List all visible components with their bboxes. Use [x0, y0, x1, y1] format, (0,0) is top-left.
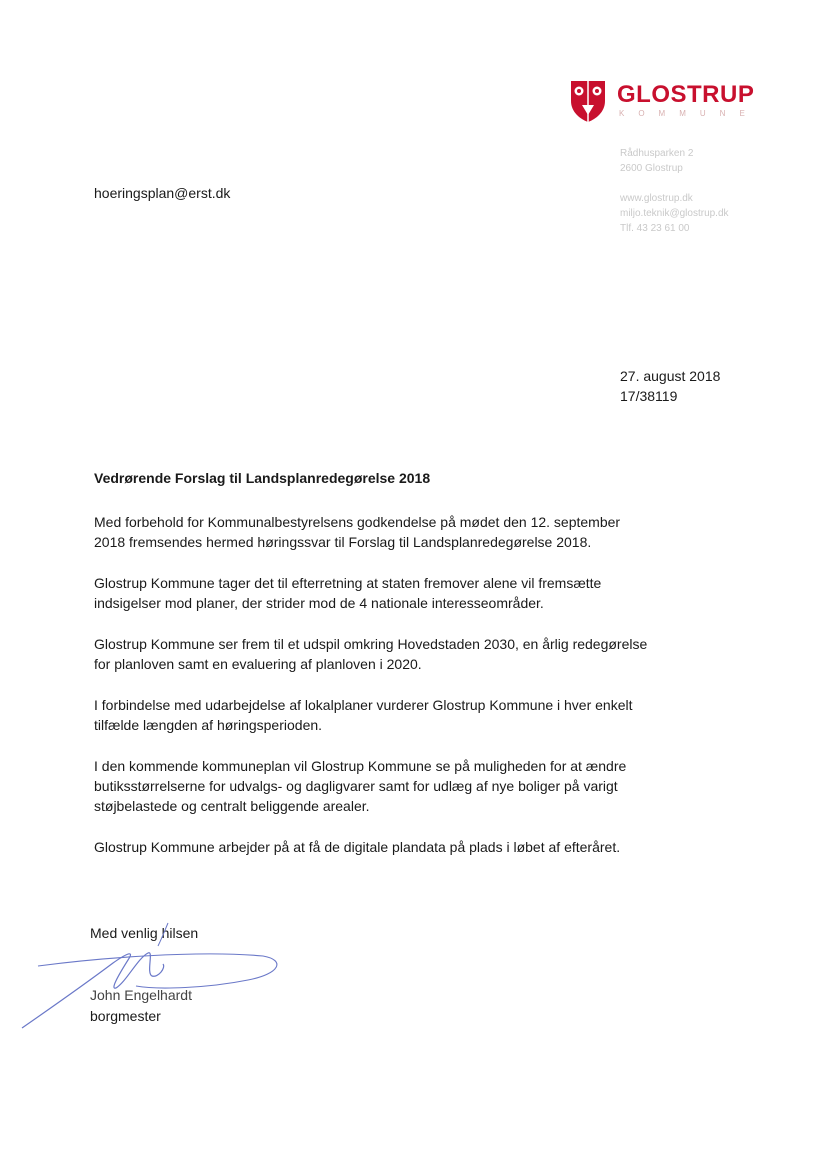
signer-block: [90, 985, 192, 1027]
email-text: miljo.teknik@glostrup.dk: [620, 208, 729, 219]
logo-name: GLOSTRUP: [617, 81, 755, 108]
closing-greeting: Med venlig hilsen: [90, 925, 199, 941]
phone-text: Tlf. 43 23 61 00: [620, 223, 690, 234]
letter-body: [94, 512, 654, 878]
case-number: 17/38119: [620, 388, 678, 404]
logo-subtitle: KOMMUNE: [619, 109, 759, 118]
signer-name: John Engelhardt: [90, 987, 192, 1003]
letter-subject: Vedrørende Forslag til Landsplanredegørelse 2018: [94, 470, 431, 486]
glostrup-logo: [569, 79, 779, 123]
body-paragraph: Med forbehold for Kommunalbestyrelsens godkendelse på mødet den 12. september 2018 fremsendes hermed høringssvar til Forslag til Landsplanredegørelse 2018.: [94, 514, 621, 550]
website-text: www.glostrup.dk: [620, 193, 693, 204]
recipient-email: hoeringsplan@erst.dk: [94, 185, 231, 201]
signer-title: borgmester: [90, 1008, 161, 1024]
body-paragraph: Glostrup Kommune arbejder på at få de digitale plandata på plads i løbet af efteråret.: [94, 839, 621, 855]
address-line: 2600 Glostrup: [620, 163, 683, 174]
body-paragraph: Glostrup Kommune ser frem til et udspil omkring Hovedstaden 2030, en årlig redegørelse for planloven samt en evaluering af planloven i 2020.: [94, 636, 648, 672]
sender-address: [620, 146, 729, 236]
letter-date: 27. august 2018: [620, 368, 721, 384]
date-block: [620, 366, 720, 406]
body-paragraph: I den kommende kommuneplan vil Glostrup Kommune se på muligheden for at ændre butiksstørrelserne for udvalgs- og dagligvarer samt for udlæg af nye boliger på varigt støjbelastede og centralt beliggende arealer.: [94, 758, 627, 814]
coat-of-arms-icon: [569, 79, 607, 123]
body-paragraph: I forbindelse med udarbejdelse af lokalplaner vurderer Glostrup Kommune i hver enkelt tilfælde længden af høringsperioden.: [94, 697, 633, 733]
address-line: Rådhusparken 2: [620, 148, 694, 159]
body-paragraph: Glostrup Kommune tager det til efterretning at staten fremover alene vil fremsætte indsigelser mod planer, der strider mod de 4 nationale interesseområder.: [94, 575, 602, 611]
